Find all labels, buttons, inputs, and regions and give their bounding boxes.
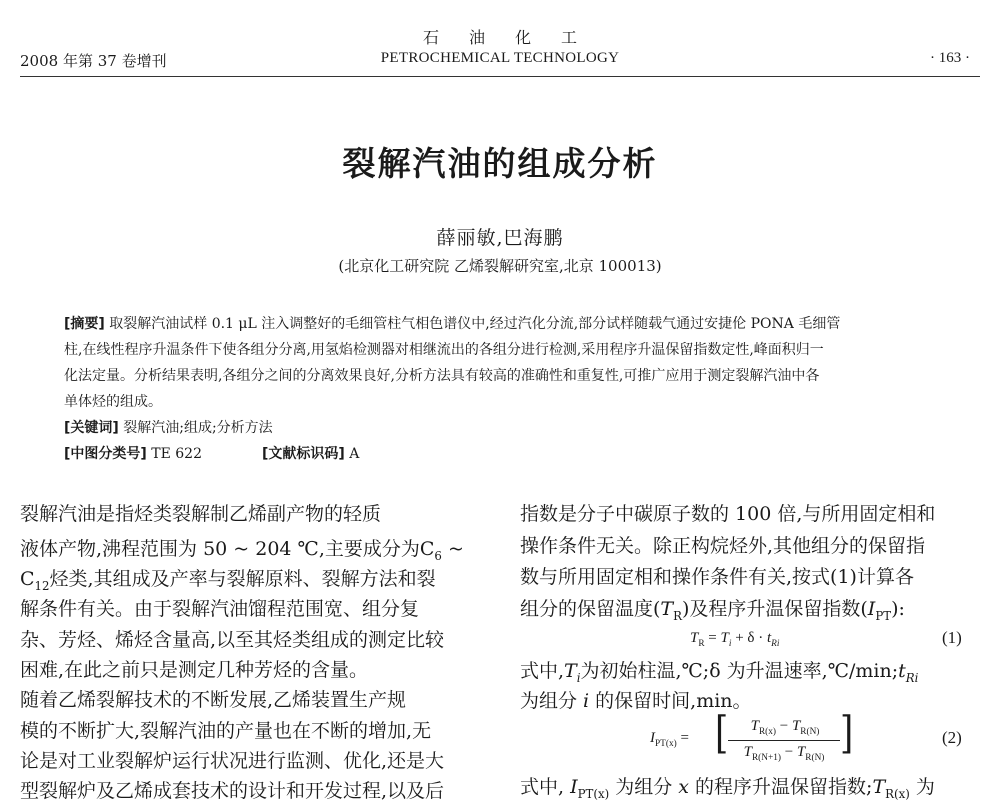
clc-label: [中图分类号]: [64, 446, 147, 462]
body-text: C: [20, 568, 35, 590]
math-var: I: [867, 598, 876, 620]
math-var: I: [570, 776, 578, 798]
body-line: [520, 660, 918, 689]
subscript: R(N+1): [751, 753, 781, 763]
classification-line: [64, 446, 359, 462]
keywords: 裂解汽油;组成;分析方法: [123, 420, 273, 436]
subscript: R(N): [800, 727, 820, 737]
right-bracket: ]: [840, 707, 854, 759]
body-line: 指数是分子中碳原子数的 100 倍,与所用固定相和: [520, 503, 936, 525]
body-line: 模的不断扩大,裂解汽油的产量也在不断的增加,无: [20, 720, 432, 742]
math-var: T: [720, 630, 729, 646]
equation-2-number: (2): [942, 728, 962, 747]
left-bracket: [: [715, 707, 729, 759]
abstract-label: [摘要]: [64, 316, 105, 332]
body-text: 液体产物,沸程范围为 50 ~ 204 ℃,主要成分为C: [20, 538, 435, 560]
abstract-line: 柱,在线性程序升温条件下使各组分分离,用氢焰检测器对相继流出的各组分进行检测,采用程序升温保留指数定性,峰面积归一: [64, 342, 824, 358]
body-text: 烃类,其组成及产率与裂解原料、裂解方法和裂: [49, 568, 436, 590]
subscript: R: [698, 639, 705, 649]
body-line: [520, 776, 935, 805]
journal-title-en: PETROCHEMICAL TECHNOLOGY: [380, 50, 620, 66]
math-var: T: [872, 776, 886, 798]
math-var: T: [743, 744, 752, 760]
equation-2-numerator: [735, 718, 835, 737]
body-line: 型裂解炉及乙烯成套技术的设计和开发过程,以及后: [20, 780, 445, 802]
abstract-text: 取裂解汽油试样 0.1 μL 注入调整好的毛细管柱气相色谱仪中,经过汽化分流,部分试样随载气通过安捷伦 PONA 毛细管: [109, 316, 841, 332]
math-op: −: [780, 744, 797, 760]
body-text: 的程序升温保留指数;: [689, 776, 873, 798]
body-line: 随着乙烯裂解技术的不断发展,乙烯装置生产规: [20, 689, 407, 711]
body-line: 困难,在此之前只是测定几种芳烃的含量。: [20, 659, 369, 681]
equation-1: [690, 630, 779, 649]
math-var: I: [650, 730, 655, 746]
subscript: Ri: [905, 670, 919, 685]
math-var: T: [791, 718, 801, 734]
subscript: R(x): [885, 786, 910, 801]
subscript: Ri: [771, 639, 780, 649]
body-text: 为组分: [609, 776, 679, 798]
keywords-label: [关键词]: [64, 420, 119, 436]
body-text: ~: [441, 538, 464, 560]
math-var: t: [766, 630, 772, 646]
paper-title: 裂解汽油的组成分析: [342, 144, 658, 183]
abstract-line: [64, 316, 840, 332]
body-text: 为: [909, 776, 935, 798]
body-line: 杂、芳烃、烯烃含量高,以至其烃类组成的测定比较: [20, 629, 445, 651]
math-op: + δ ·: [731, 630, 767, 646]
issue-info: 2008 年第 37 卷增刊: [20, 52, 167, 70]
body-text: 式中,: [520, 776, 571, 798]
subscript: i: [728, 639, 732, 649]
body-text: 为初始柱温,℃;δ 为升温速率,℃/min;: [580, 660, 899, 682]
body-text: )及程序升温保留指数(: [681, 598, 868, 620]
equation-2-lhs: [650, 730, 689, 749]
subscript: i: [576, 670, 581, 685]
doc-code-label: [文献标识码]: [261, 446, 345, 462]
subscript: R(N): [805, 753, 825, 763]
body-line: [20, 568, 436, 597]
fraction-bar: [728, 740, 840, 741]
subscript: PT(x): [655, 739, 677, 749]
math-op: =: [704, 630, 721, 646]
clc-code: TE 622: [151, 446, 202, 462]
abstract-line: 单体烃的组成。: [64, 394, 162, 410]
math-var: T: [750, 718, 759, 734]
math-var: t: [898, 660, 906, 682]
math-var: T: [690, 630, 699, 646]
subscript: PT: [875, 608, 892, 623]
journal-title-zh: 石油化工: [422, 28, 607, 47]
body-text: 的保留时间,min。: [589, 690, 752, 712]
body-line: [520, 598, 905, 627]
abstract-line: 化法定量。分析结果表明,各组分之间的分离效果良好,分析方法具有较高的准确性和重复性,可推广应用于测定裂解汽油中各: [64, 368, 820, 384]
body-line: 解条件有关。由于裂解汽油馏程范围宽、组分复: [20, 598, 420, 620]
equation-1-number: (1): [942, 628, 962, 647]
body-line: 论是对工业裂解炉运行状况进行监测、优化,还是大: [20, 750, 445, 772]
body-line: 操作条件无关。除正构烷烃外,其他组分的保留指: [520, 535, 926, 557]
math-var: i: [583, 690, 590, 712]
affiliation: (北京化工研究院 乙烯裂解研究室,北京 100013): [338, 257, 662, 275]
equation-2-denominator: [728, 744, 840, 763]
math-var: T: [660, 598, 674, 620]
subscript: R(x): [758, 727, 776, 737]
body-text: 为组分: [520, 690, 584, 712]
body-text: 式中,: [520, 660, 565, 682]
page-number: · 163 ·: [930, 50, 970, 66]
subscript: 6: [434, 548, 442, 563]
doc-code: A: [349, 446, 360, 462]
body-line: 数与所用固定相和操作条件有关,按式(1)计算各: [520, 566, 914, 588]
math-op: −: [775, 718, 792, 734]
header-rule: [20, 76, 980, 77]
subscript: PT(x): [577, 786, 610, 801]
math-var: T: [564, 660, 577, 682]
body-text: ):: [891, 598, 905, 620]
body-line: 裂解汽油是指烃类裂解制乙烯副产物的轻质: [20, 503, 382, 525]
authors: 薛丽敏,巴海鹏: [436, 227, 564, 249]
math-var: T: [796, 744, 806, 760]
body-text: 组分的保留温度(: [520, 598, 661, 620]
math-op: =: [676, 730, 689, 746]
math-var: x: [678, 776, 690, 798]
subscript: R: [673, 608, 682, 623]
keywords-line: [64, 420, 273, 436]
body-line: [20, 538, 464, 567]
subscript: 12: [34, 578, 50, 593]
